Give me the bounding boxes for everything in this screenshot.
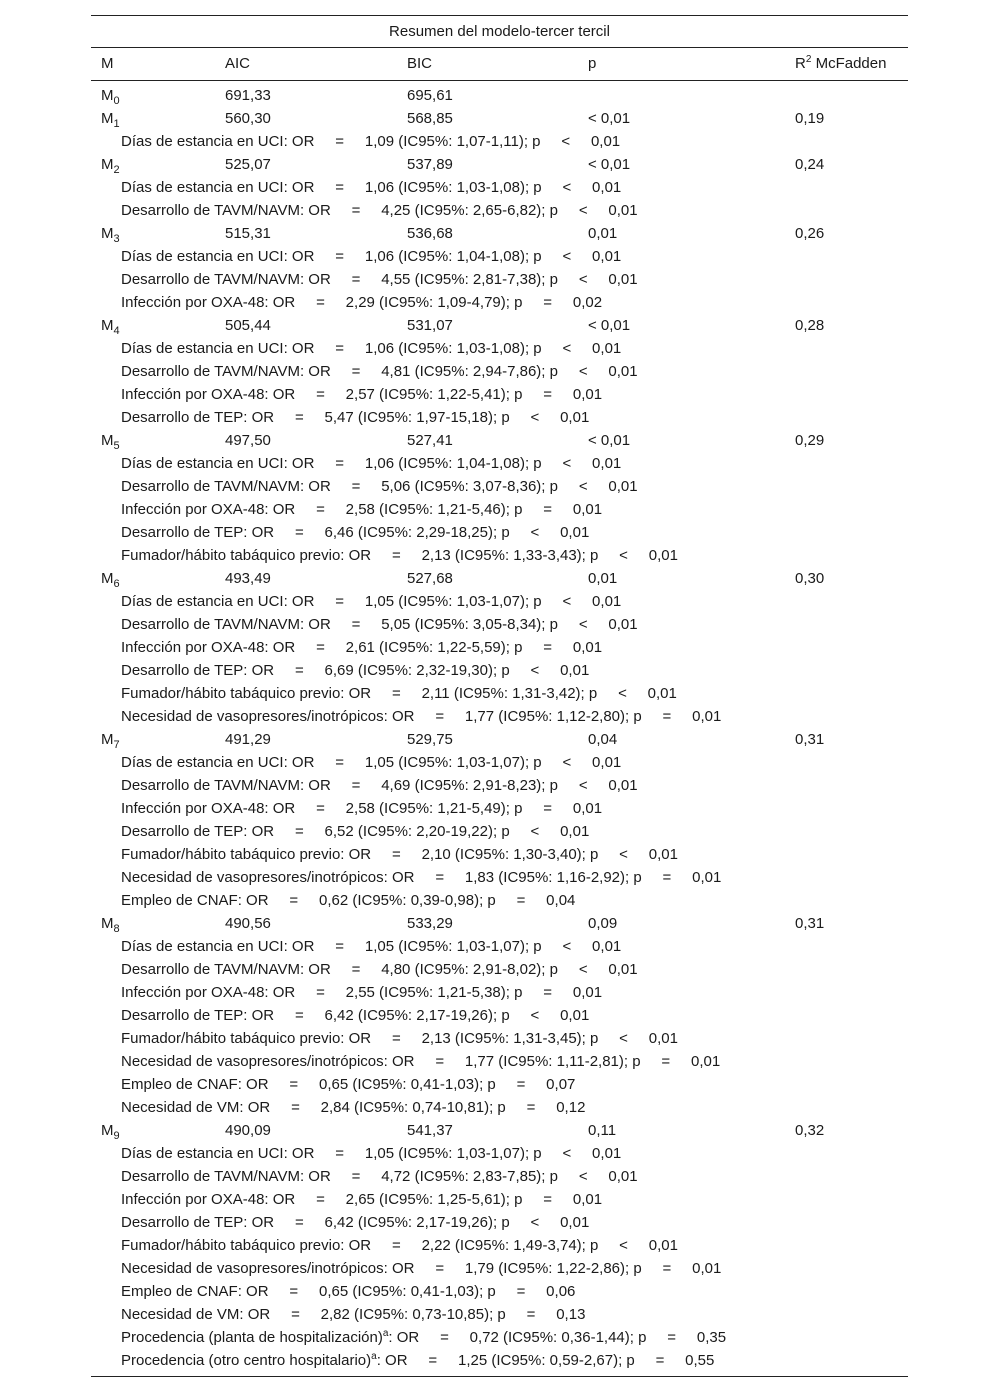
variable-row bbox=[91, 1027, 908, 1050]
model-index: 8 bbox=[113, 923, 120, 935]
variable-text: Desarrollo de TAVM/NAVM: OR = 4,81 (IC95%: 2,94-7,86); p < 0,01 bbox=[121, 363, 638, 380]
variable-row bbox=[91, 636, 908, 659]
variable-text: Desarrollo de TAVM/NAVM: OR = 4,55 (IC95%: 2,81-7,38); p < 0,01 bbox=[121, 271, 638, 288]
variable-row bbox=[91, 498, 908, 521]
variable-row bbox=[91, 1165, 908, 1188]
model-p: < 0,01 bbox=[588, 156, 631, 173]
model-index: 0 bbox=[113, 95, 120, 107]
model-p: < 0,01 bbox=[588, 317, 631, 334]
variable-row bbox=[91, 291, 908, 314]
footnote-mark: a bbox=[382, 1328, 389, 1339]
table-header bbox=[91, 48, 908, 80]
variable-text: Fumador/hábito tabáquico previo: OR = 2,10 (IC95%: 1,30-3,40); p < 0,01 bbox=[121, 846, 678, 863]
variable-row bbox=[91, 1349, 908, 1372]
variable-text: Desarrollo de TEP: OR = 6,69 (IC95%: 2,32-19,30); p < 0,01 bbox=[121, 662, 590, 679]
model-bic: 527,41 bbox=[407, 432, 453, 449]
variable-text: Necesidad de vasopresores/inotrópicos: OR = 1,83 (IC95%: 1,16-2,92); p = 0,01 bbox=[121, 869, 722, 886]
variable-text: Fumador/hábito tabáquico previo: OR = 2,13 (IC95%: 1,31-3,45); p < 0,01 bbox=[121, 1030, 678, 1047]
model-aic: 491,29 bbox=[225, 731, 271, 748]
variable-text: Desarrollo de TEP: OR = 6,46 (IC95%: 2,29-18,25); p < 0,01 bbox=[121, 524, 590, 541]
variable-text: Días de estancia en UCI: OR = 1,06 (IC95%: 1,04-1,08); p < 0,01 bbox=[121, 248, 622, 265]
variable-text: Necesidad de vasopresores/inotrópicos: OR = 1,79 (IC95%: 1,22-2,86); p = 0,01 bbox=[121, 1260, 722, 1277]
variable-row bbox=[91, 590, 908, 613]
model-row bbox=[91, 314, 908, 337]
model-index: 4 bbox=[113, 325, 120, 337]
model-r2: 0,32 bbox=[795, 1122, 825, 1139]
variable-row bbox=[91, 751, 908, 774]
variable-row bbox=[91, 889, 908, 912]
model-letter: M bbox=[101, 1122, 114, 1139]
header-m: M bbox=[101, 55, 114, 72]
variable-text: Infección por OXA-48: OR = 2,61 (IC95%: 1,22-5,59); p = 0,01 bbox=[121, 639, 603, 656]
variable-row bbox=[91, 1303, 908, 1326]
variable-text: Empleo de CNAF: OR = 0,65 (IC95%: 0,41-1,03); p = 0,06 bbox=[121, 1283, 576, 1300]
model-label bbox=[101, 153, 120, 176]
variable-row bbox=[91, 544, 908, 567]
variable-text: Días de estancia en UCI: OR = 1,05 (IC95%: 1,03-1,07); p < 0,01 bbox=[121, 938, 622, 955]
variable-text: Procedencia (planta de hospitalización) bbox=[121, 1329, 383, 1346]
model-letter: M bbox=[101, 731, 114, 748]
variable-text: Desarrollo de TAVM/NAVM: OR = 4,69 (IC95%: 2,91-8,23); p < 0,01 bbox=[121, 777, 638, 794]
variable-row bbox=[91, 1234, 908, 1257]
variable-text: Días de estancia en UCI: OR = 1,05 (IC95%: 1,03-1,07); p < 0,01 bbox=[121, 754, 622, 771]
model-aic: 493,49 bbox=[225, 570, 271, 587]
model-letter: M bbox=[101, 915, 114, 932]
variable-row bbox=[91, 935, 908, 958]
model-label bbox=[101, 107, 120, 130]
model-aic: 490,56 bbox=[225, 915, 271, 932]
header-p: p bbox=[588, 55, 597, 72]
variable-row bbox=[91, 199, 908, 222]
model-letter: M bbox=[101, 570, 114, 587]
model-r2: 0,24 bbox=[795, 156, 825, 173]
model-aic: 560,30 bbox=[225, 110, 271, 127]
variable-row bbox=[91, 130, 908, 153]
header-r2-suffix: McFadden bbox=[811, 55, 887, 72]
variable-text: Días de estancia en UCI: OR = 1,09 (IC95%: 1,07-1,11); p < 0,01 bbox=[121, 133, 621, 150]
model-label bbox=[101, 567, 120, 590]
header-r2-prefix: R bbox=[795, 55, 806, 72]
model-row bbox=[91, 567, 908, 590]
model-letter: M bbox=[101, 156, 114, 173]
variable-text: Infección por OXA-48: OR = 2,58 (IC95%: 1,21-5,46); p = 0,01 bbox=[121, 501, 603, 518]
model-bic: 536,68 bbox=[407, 225, 453, 242]
variable-row bbox=[91, 406, 908, 429]
variable-text: Procedencia (otro centro hospitalario) bbox=[121, 1352, 372, 1369]
variable-row bbox=[91, 682, 908, 705]
variable-text: Desarrollo de TAVM/NAVM: OR = 5,06 (IC95%: 3,07-8,36); p < 0,01 bbox=[121, 478, 638, 495]
variable-row bbox=[91, 1142, 908, 1165]
model-index: 7 bbox=[113, 739, 120, 751]
variable-text: Empleo de CNAF: OR = 0,65 (IC95%: 0,41-1,03); p = 0,07 bbox=[121, 1076, 576, 1093]
model-summary-table bbox=[91, 15, 908, 1377]
header-r2 bbox=[795, 48, 886, 80]
model-letter: M bbox=[101, 110, 114, 127]
variable-text-rest: : OR = 1,25 (IC95%: 0,59-2,67); p = 0,55 bbox=[376, 1352, 715, 1369]
model-index: 5 bbox=[113, 440, 120, 452]
variable-row bbox=[91, 981, 908, 1004]
variable-row bbox=[91, 659, 908, 682]
model-row bbox=[91, 153, 908, 176]
model-row bbox=[91, 1119, 908, 1142]
variable-text: Desarrollo de TEP: OR = 5,47 (IC95%: 1,97-15,18); p < 0,01 bbox=[121, 409, 590, 426]
model-letter: M bbox=[101, 432, 114, 449]
variable-row bbox=[91, 705, 908, 728]
variable-text: Infección por OXA-48: OR = 2,65 (IC95%: 1,25-5,61); p = 0,01 bbox=[121, 1191, 603, 1208]
model-index: 1 bbox=[113, 118, 120, 130]
model-r2: 0,28 bbox=[795, 317, 825, 334]
variable-row bbox=[91, 958, 908, 981]
variable-text: Desarrollo de TEP: OR = 6,42 (IC95%: 2,17-19,26); p < 0,01 bbox=[121, 1007, 590, 1024]
variable-row bbox=[91, 820, 908, 843]
model-aic: 505,44 bbox=[225, 317, 271, 334]
header-r2-sup: 2 bbox=[805, 54, 812, 65]
model-aic: 497,50 bbox=[225, 432, 271, 449]
variable-row bbox=[91, 1073, 908, 1096]
model-p: 0,09 bbox=[588, 915, 618, 932]
variable-row bbox=[91, 774, 908, 797]
variable-row bbox=[91, 1257, 908, 1280]
model-label bbox=[101, 429, 120, 452]
model-index: 3 bbox=[113, 233, 120, 245]
model-letter: M bbox=[101, 87, 114, 104]
model-r2: 0,19 bbox=[795, 110, 825, 127]
model-p: 0,01 bbox=[588, 570, 618, 587]
variable-text: Infección por OXA-48: OR = 2,57 (IC95%: 1,22-5,41); p = 0,01 bbox=[121, 386, 603, 403]
variable-text: Desarrollo de TAVM/NAVM: OR = 4,25 (IC95%: 2,65-6,82); p < 0,01 bbox=[121, 202, 638, 219]
variable-row bbox=[91, 613, 908, 636]
model-bic: 531,07 bbox=[407, 317, 453, 334]
footnote-mark: a bbox=[371, 1351, 377, 1362]
model-p: < 0,01 bbox=[588, 432, 631, 449]
variable-text: Días de estancia en UCI: OR = 1,06 (IC95%: 1,03-1,08); p < 0,01 bbox=[121, 340, 622, 357]
variable-row bbox=[91, 1280, 908, 1303]
model-p: 0,01 bbox=[588, 225, 618, 242]
model-row bbox=[91, 84, 908, 107]
variable-row bbox=[91, 1188, 908, 1211]
bottom-rule bbox=[91, 1376, 908, 1377]
model-aic: 525,07 bbox=[225, 156, 271, 173]
variable-text: Días de estancia en UCI: OR = 1,06 (IC95%: 1,03-1,08); p < 0,01 bbox=[121, 179, 622, 196]
model-bic: 541,37 bbox=[407, 1122, 453, 1139]
variable-row bbox=[91, 383, 908, 406]
model-index: 2 bbox=[113, 164, 120, 176]
variable-row bbox=[91, 866, 908, 889]
table-body bbox=[91, 81, 908, 1376]
variable-row bbox=[91, 360, 908, 383]
header-aic: AIC bbox=[225, 55, 251, 72]
model-label bbox=[101, 314, 120, 337]
variable-text: Fumador/hábito tabáquico previo: OR = 2,11 (IC95%: 1,31-3,42); p < 0,01 bbox=[121, 685, 677, 702]
model-label bbox=[101, 222, 120, 245]
model-aic: 490,09 bbox=[225, 1122, 271, 1139]
model-p: < 0,01 bbox=[588, 110, 631, 127]
variable-row bbox=[91, 452, 908, 475]
variable-text: Fumador/hábito tabáquico previo: OR = 2,13 (IC95%: 1,33-3,43); p < 0,01 bbox=[121, 547, 678, 564]
variable-text: Desarrollo de TAVM/NAVM: OR = 4,80 (IC95%: 2,91-8,02); p < 0,01 bbox=[121, 961, 638, 978]
table-caption: Resumen del modelo-tercer tercil bbox=[389, 23, 610, 40]
header-bic: BIC bbox=[407, 55, 433, 72]
variable-text: Infección por OXA-48: OR = 2,58 (IC95%: 1,21-5,49); p = 0,01 bbox=[121, 800, 603, 817]
model-bic: 568,85 bbox=[407, 110, 453, 127]
variable-text: Infección por OXA-48: OR = 2,55 (IC95%: 1,21-5,38); p = 0,01 bbox=[121, 984, 603, 1001]
variable-text: Días de estancia en UCI: OR = 1,05 (IC95%: 1,03-1,07); p < 0,01 bbox=[121, 593, 622, 610]
model-index: 6 bbox=[113, 578, 120, 590]
variable-text: Necesidad de VM: OR = 2,82 (IC95%: 0,73-10,85); p = 0,13 bbox=[121, 1306, 586, 1323]
variable-row bbox=[91, 1050, 908, 1073]
model-row bbox=[91, 728, 908, 751]
model-aic: 515,31 bbox=[225, 225, 271, 242]
model-r2: 0,31 bbox=[795, 731, 825, 748]
model-aic: 691,33 bbox=[225, 87, 271, 104]
model-p: 0,04 bbox=[588, 731, 618, 748]
variable-row bbox=[91, 245, 908, 268]
variable-text: Necesidad de VM: OR = 2,84 (IC95%: 0,74-10,81); p = 0,12 bbox=[121, 1099, 586, 1116]
variable-text: Infección por OXA-48: OR = 2,29 (IC95%: 1,09-4,79); p = 0,02 bbox=[121, 294, 603, 311]
variable-text: Necesidad de vasopresores/inotrópicos: OR = 1,77 (IC95%: 1,12-2,80); p = 0,01 bbox=[121, 708, 722, 725]
model-letter: M bbox=[101, 225, 114, 242]
variable-text: Desarrollo de TAVM/NAVM: OR = 5,05 (IC95%: 3,05-8,34); p < 0,01 bbox=[121, 616, 638, 633]
variable-text: Desarrollo de TAVM/NAVM: OR = 4,72 (IC95%: 2,83-7,85); p < 0,01 bbox=[121, 1168, 638, 1185]
model-r2: 0,26 bbox=[795, 225, 825, 242]
variable-text: Desarrollo de TEP: OR = 6,42 (IC95%: 2,17-19,26); p < 0,01 bbox=[121, 1214, 590, 1231]
model-p: 0,11 bbox=[588, 1122, 617, 1139]
model-bic: 529,75 bbox=[407, 731, 453, 748]
model-index: 9 bbox=[113, 1130, 120, 1142]
model-row bbox=[91, 222, 908, 245]
variable-text: Fumador/hábito tabáquico previo: OR = 2,22 (IC95%: 1,49-3,74); p < 0,01 bbox=[121, 1237, 678, 1254]
variable-row bbox=[91, 1211, 908, 1234]
model-bic: 537,89 bbox=[407, 156, 453, 173]
model-row bbox=[91, 429, 908, 452]
variable-text: Desarrollo de TEP: OR = 6,52 (IC95%: 2,20-19,22); p < 0,01 bbox=[121, 823, 590, 840]
variable-text: Días de estancia en UCI: OR = 1,05 (IC95%: 1,03-1,07); p < 0,01 bbox=[121, 1145, 622, 1162]
model-label bbox=[101, 912, 120, 935]
model-r2: 0,30 bbox=[795, 570, 825, 587]
variable-row bbox=[91, 475, 908, 498]
model-label bbox=[101, 728, 120, 751]
model-letter: M bbox=[101, 317, 114, 334]
model-label bbox=[101, 1119, 120, 1142]
variable-row bbox=[91, 1326, 908, 1349]
variable-row bbox=[91, 797, 908, 820]
variable-row bbox=[91, 521, 908, 544]
variable-row bbox=[91, 843, 908, 866]
model-label bbox=[101, 84, 120, 107]
variable-text: Necesidad de vasopresores/inotrópicos: OR = 1,77 (IC95%: 1,11-2,81); p = 0,01 bbox=[121, 1053, 721, 1070]
model-bic: 533,29 bbox=[407, 915, 453, 932]
model-row bbox=[91, 912, 908, 935]
model-r2: 0,29 bbox=[795, 432, 825, 449]
variable-row bbox=[91, 268, 908, 291]
model-row bbox=[91, 107, 908, 130]
variable-text: Días de estancia en UCI: OR = 1,06 (IC95%: 1,04-1,08); p < 0,01 bbox=[121, 455, 622, 472]
model-r2: 0,31 bbox=[795, 915, 825, 932]
variable-text-rest: : OR = 0,72 (IC95%: 0,36-1,44); p = 0,35 bbox=[388, 1329, 727, 1346]
variable-row bbox=[91, 1096, 908, 1119]
variable-row bbox=[91, 1004, 908, 1027]
variable-row bbox=[91, 337, 908, 360]
variable-row bbox=[91, 176, 908, 199]
variable-text: Empleo de CNAF: OR = 0,62 (IC95%: 0,39-0,98); p = 0,04 bbox=[121, 892, 576, 909]
model-bic: 527,68 bbox=[407, 570, 453, 587]
model-bic: 695,61 bbox=[407, 87, 453, 104]
